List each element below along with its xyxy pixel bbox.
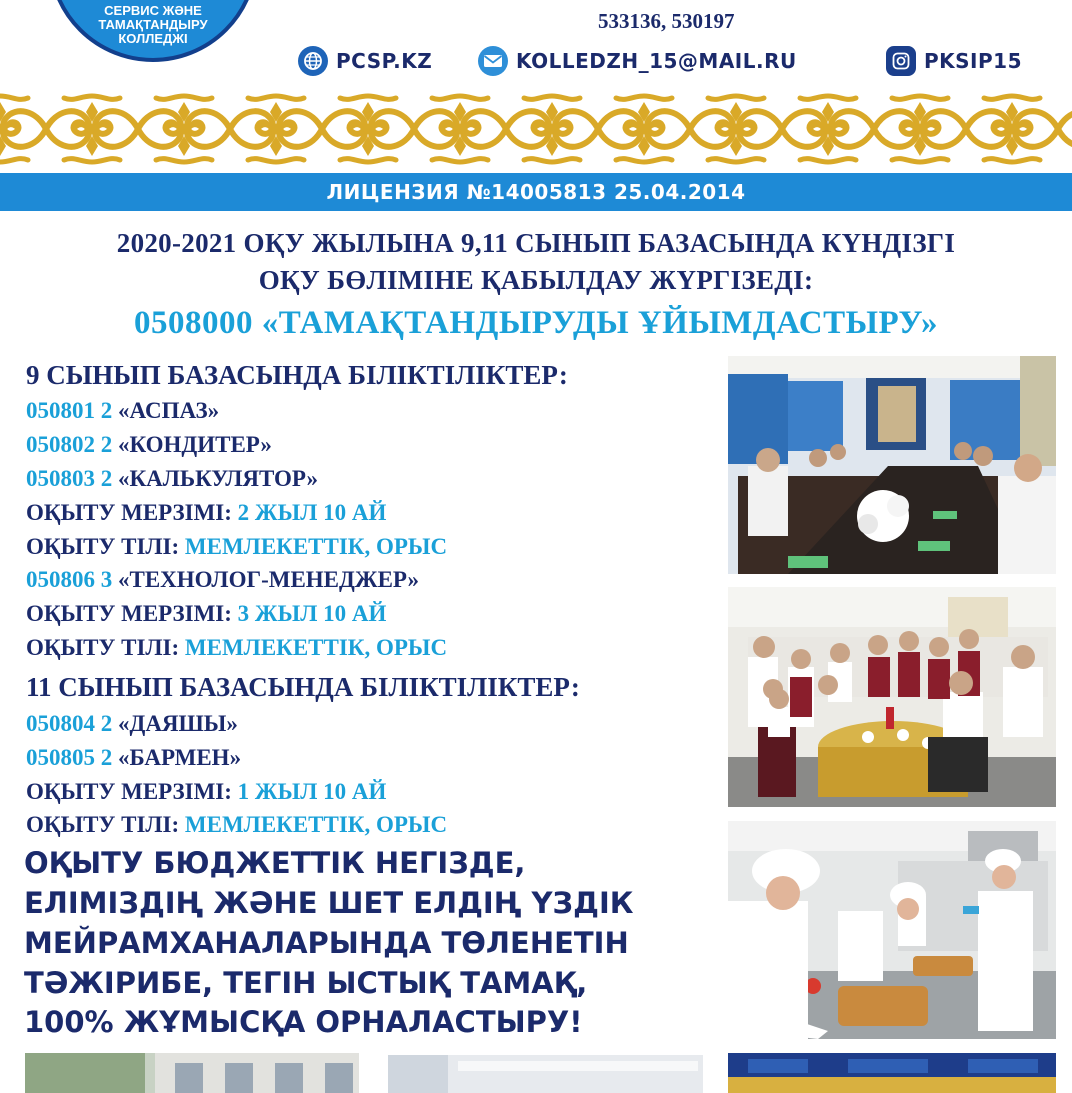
logo-line-1: СЕРВИС ЖӘНЕ [104, 3, 202, 18]
study-language: ОҚЫТУ ТІЛІ: МЕМЛЕКЕТТІК, ОРЫС [26, 534, 448, 559]
study-duration: ОҚЫТУ МЕРЗІМІ: 2 ЖЫЛ 10 АЙ [26, 500, 387, 525]
mail-icon [478, 46, 508, 76]
study-duration: ОҚЫТУ МЕРЗІМІ: 1 ЖЫЛ 10 АЙ [26, 779, 387, 804]
email-text: KOLLEDZH_15@MAIL.RU [516, 49, 797, 73]
interior-photo [388, 1055, 703, 1093]
email-contact[interactable] [478, 44, 797, 78]
benefit-line: ТӘЖІРИБЕ, ТЕГІН ЫСТЫҚ ТАМАҚ, [24, 966, 588, 1000]
grade9-heading: 9 СЫНЫП БАЗАСЫНДА БІЛІКТІЛІКТЕР: [26, 360, 568, 390]
qualification-item: 050801 2 «АСПАЗ» [26, 398, 220, 423]
qualification-item: 050805 2 «БАРМЕН» [26, 745, 242, 770]
benefit-line: ОҚЫТУ БЮДЖЕТТІК НЕГІЗДЕ, [24, 846, 526, 880]
college-logo [48, 0, 258, 62]
qualification-item: 050802 2 «КОНДИТЕР» [26, 432, 272, 457]
benefit-line: 100% ЖҰМЫСҚА ОРНАЛАСТЫРУ! [24, 1005, 583, 1039]
building-photo [25, 1053, 359, 1093]
qualification-item: 050806 3 «ТЕХНОЛОГ-МЕНЕДЖЕР» [26, 567, 420, 592]
logo-line-3: КОЛЛЕДЖІ [118, 31, 188, 46]
instagram-text: PKSIP15 [924, 49, 1022, 73]
license-band: ЛИЦЕНЗИЯ №14005813 25.04.2014 [0, 173, 1072, 211]
logo-line-2: ТАМАҚТАНДЫРУ [98, 17, 208, 32]
kitchen-photo [728, 821, 1056, 1039]
headline-line-1: 2020-2021 ОҚУ ЖЫЛЫНА 9,11 СЫНЫП БАЗАСЫНДА КҮНДІЗГІ [116, 228, 956, 258]
qualification-item: 050803 2 «КАЛЬКУЛЯТОР» [26, 466, 318, 491]
phone-numbers: 533136, 530197 [598, 9, 735, 33]
study-duration: ОҚЫТУ МЕРЗІМІ: 3 ЖЫЛ 10 АЙ [26, 601, 387, 626]
banquet-photo [728, 587, 1056, 807]
ornament-border [0, 92, 1072, 166]
classroom-photo [728, 1053, 1056, 1093]
benefit-line: ЕЛІМІЗДІҢ ЖӘНЕ ШЕТ ЕЛДІҢ ҮЗДІК [24, 886, 634, 920]
study-language: ОҚЫТУ ТІЛІ: МЕМЛЕКЕТТІК, ОРЫС [26, 635, 448, 660]
specialty-title: 0508000 «ТАМАҚТАНДЫРУДЫ ҰЙЫМДАСТЫРУ» [133, 305, 939, 341]
website-contact[interactable] [298, 44, 432, 78]
website-text: PCSP.KZ [336, 49, 433, 73]
grade11-heading: 11 СЫНЫП БАЗАСЫНДА БІЛІКТІЛІКТЕР: [26, 672, 580, 702]
meeting-photo [728, 356, 1056, 574]
instagram-icon [886, 46, 916, 76]
benefit-line: МЕЙРАМХАНАЛАРЫНДА ТӨЛЕНЕТІН [24, 926, 629, 960]
globe-icon [298, 46, 328, 76]
study-language: ОҚЫТУ ТІЛІ: МЕМЛЕКЕТТІК, ОРЫС [26, 812, 448, 837]
headline-line-2: ОҚУ БӨЛІМІНЕ ҚАБЫЛДАУ ЖҮРГІЗЕДІ: [258, 265, 814, 295]
instagram-contact[interactable] [886, 44, 1022, 78]
qualification-item: 050804 2 «ДАЯШЫ» [26, 711, 238, 736]
